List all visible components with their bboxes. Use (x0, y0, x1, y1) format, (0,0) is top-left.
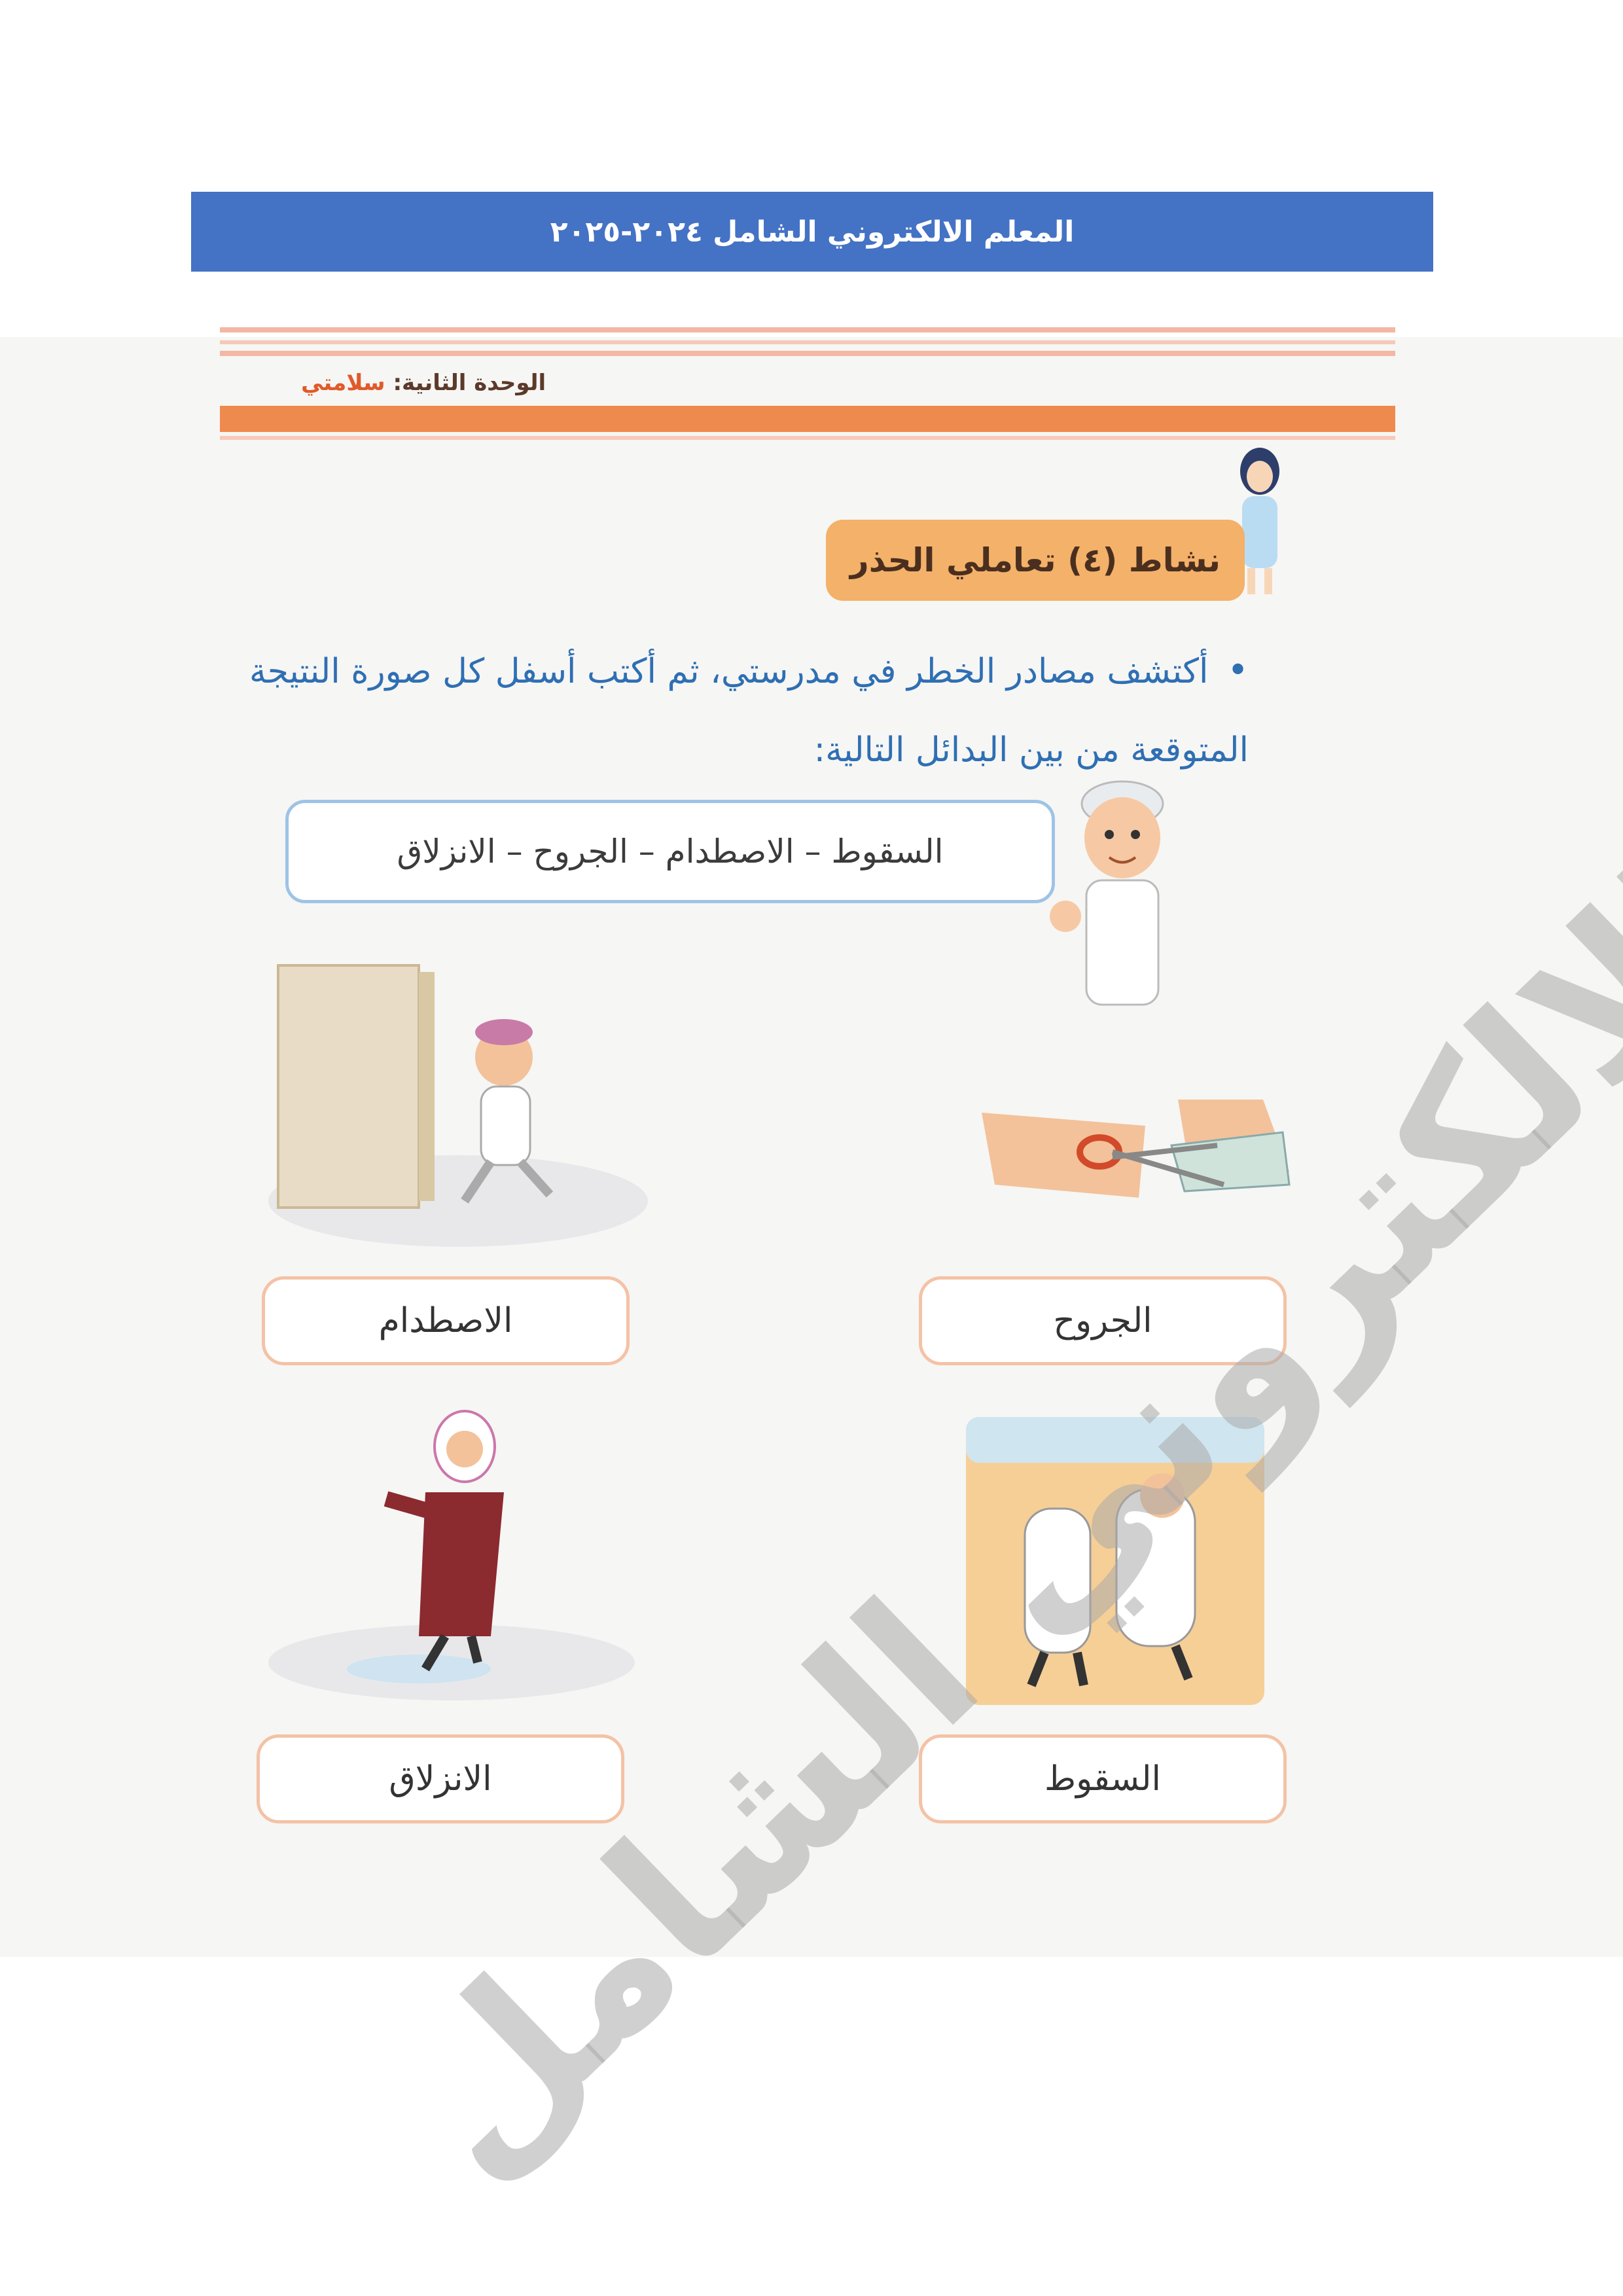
instruction-text: أكتشف مصادر الخطر في مدرستي، ثم أكتب أسفل كل صورة النتيجة المتوقعة من بين البدائل التالية: (249, 652, 1249, 770)
bullet-icon: • (1226, 649, 1249, 692)
unit-label: الوحدة الثانية: (393, 370, 546, 396)
worksheet-page (0, 337, 1623, 1957)
options-box (285, 800, 1055, 903)
header-stripe (220, 351, 1395, 356)
page-banner (191, 192, 1433, 272)
header-stripe (220, 436, 1395, 440)
scissors-cut-illustration (975, 1073, 1296, 1230)
answer-box-fall (919, 1734, 1287, 1823)
slipping-illustration (255, 1401, 641, 1702)
collision-illustration (262, 959, 648, 1247)
answer-label: الانزلاق (389, 1759, 492, 1799)
answer-box-cuts (919, 1276, 1287, 1365)
banner-title: المعلم الالكتروني الشامل ٢٠٢٤-٢٠٢٥ (550, 215, 1075, 249)
header-stripe (220, 406, 1395, 432)
answer-label: الجروح (1053, 1301, 1152, 1340)
answer-label: الاصطدام (378, 1301, 513, 1340)
watermark-text: الالكتروني الشامل (351, 817, 1623, 2217)
instruction-paragraph (241, 632, 1249, 789)
header-stripe (220, 340, 1395, 344)
unit-heading (301, 370, 546, 396)
answer-box-slipping (257, 1734, 624, 1823)
unit-name: سلامتي (301, 370, 385, 396)
answer-label: السقوط (1044, 1759, 1161, 1799)
answer-box-collision (262, 1276, 630, 1365)
activity-title: نشاط (٤) تعاملي الحذر (849, 541, 1221, 579)
falling-illustration (966, 1417, 1264, 1705)
boy-illustration (1047, 772, 1198, 1014)
activity-title-tab (826, 520, 1245, 601)
options-text: السقوط – الاصطدام – الجروح – الانزلاق (397, 833, 944, 870)
header-stripe (220, 327, 1395, 332)
